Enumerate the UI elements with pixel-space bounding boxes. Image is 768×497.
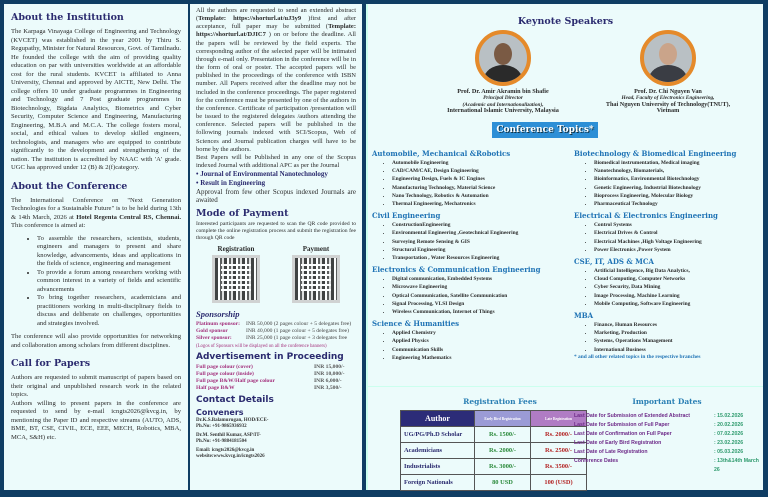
date-value: : 23.02.2026 [714, 440, 744, 446]
topic-group-heading: Civil Engineering [372, 211, 441, 221]
topic-item: • Environmental Engineering ,Geotechnical Engineering [392, 229, 568, 237]
topic-item: • Digital communication, Embedded Systems [392, 275, 568, 283]
sponsor-row: Platinum sponsor: INR 50,000 (2 pages colour + 5 delegates free) [196, 321, 352, 328]
qr-code-icon [212, 255, 260, 303]
topic-item: • Optical Communication, Satellite Communication [392, 292, 568, 300]
journal-item: • Result in Engineering [196, 179, 266, 188]
date-label: Last Date for Submission of Extended Abstract [574, 413, 690, 419]
sponsor-row: Gold sponsor INR 40,000 (1 page colour + 5 delegates free) [196, 328, 350, 335]
topic-item: • Surveying Remote Sensing & GIS [392, 238, 568, 246]
conference-title: About the Conference [11, 180, 128, 192]
date-row [574, 448, 764, 457]
right-panel [366, 4, 763, 490]
conveners-title: Conveners [196, 408, 244, 418]
topic-item: • Bioprocess Engineering, Molecular Biology [594, 192, 768, 200]
institution-title: About the Institution [11, 12, 124, 23]
topic-item: • Thermal Engineering, Mechatronics [392, 200, 568, 208]
fee-cell: Rs. 1500/- [475, 427, 531, 443]
approval-text: Approval from few other Scopus indexed Journals are awaited [196, 188, 356, 205]
topic-group-heading: Biotechnology & Biomedical Engineering [574, 149, 737, 158]
payment-title: Mode of Payment [196, 208, 289, 220]
call-p2: Authors willing to present papers in the conference are requested to send by e-mail icngts2026@kvcg.in, by mentioning the Paper ID and respective streams (AUTO, ADS, BME, BT, CSE, CIVIL, ECE, EEE, MECH, Robotics, MBA, MCA, S&H) etc. [11, 399, 181, 441]
call-p1: Authors are requested to submit manuscript of papers based on their original and unpublished research work in the related topics. [11, 374, 181, 398]
topic-item: • Electrical Machines ,High Voltage Engineering [594, 238, 768, 246]
topic-item: • Bioinformatics, Environmental Biotechnology [594, 175, 768, 183]
speaker-card: Prof. Dr. Amir Akramin bin Shafie Principal Director (Academic and Internationalization), International Islamic University, Malaysia [413, 30, 593, 114]
important-dates [574, 412, 764, 475]
fee-cell: 100 (USD) [531, 475, 587, 491]
aim-item: • To bring together researchers, academicians and practitioners working in multi-disciplinary fields to discuss and deliberate on challenges, opportunities and strategies involved. [37, 294, 181, 328]
ad-row: Full page B&W/Half page colour INR 6,000/- [196, 378, 342, 385]
topic-group-heading: Automobile, Mechanical &Robotics [372, 149, 511, 158]
topic-list [372, 275, 568, 316]
topic-item: • Wireless Communication, Internet of Things [392, 308, 568, 316]
convener-2: Dr.M. Senthil Kumar, ASP/IT- Ph.No: +91-9884181504 [196, 433, 261, 445]
date-label: Last Date of Confirmation on Full Paper [574, 431, 672, 437]
fees-table: Author Early Bird Registration Late Registration UG/PG/Ph.D Scholar Rs. 1500/- Rs. 2000/- Academicians Rs. 2000/- Rs. 2500/- Industrialists Rs. 3000/- Rs. 3500/- Foreign Nationals 80 USD 100 (USD) [400, 410, 587, 491]
topic-item: • Mobile Computing, Software Engineering [594, 300, 768, 308]
date-label: Conference Dates [574, 458, 619, 464]
topic-item: • Electrical Drives & Control [594, 229, 768, 237]
topic-item: • Engineering Mathematics [392, 354, 568, 362]
date-value: : 05.03.2026 [714, 449, 744, 455]
topic-group-heading: Electrical & Electronics Engineering [574, 211, 718, 221]
advertisement-title: Advertisement in Proceeding [196, 352, 344, 363]
sponsorship-title: Sponsorship [196, 309, 240, 320]
topic-group-heading: MBA [574, 311, 594, 321]
topic-item: • Nanotechnology, Biomaterials, [594, 167, 768, 175]
topic-group-heading: CSE, IT, ADS & MCA [574, 257, 654, 267]
fee-cell: Academicians [401, 443, 475, 459]
sponsor-note: (Logos of Sponsors will be displayed on all the conference banners) [196, 344, 327, 350]
aim-item: • To provide a forum among researchers working with common interest in a variety of fields and scientific advancements [37, 269, 181, 295]
topic-item: • Systems, Operations Management [594, 337, 768, 345]
topic-item: • Transportation , Water Resources Engineering [392, 254, 568, 262]
topic-item: • Genetic Engineering, Industrial Biotechnology [594, 184, 768, 192]
convener-1: Dr.K.S.Balamurugan, HOD/ECE- Ph.No: +91-9865936932 [196, 418, 269, 430]
topic-item: • Cloud Computing, Computer Networks [594, 275, 768, 283]
middle-panel [190, 4, 362, 490]
fee-row [401, 475, 587, 491]
topic-item: • Manufacturing Technology, Material Science [392, 184, 568, 192]
date-label: Last Date for Submission of Full Paper [574, 422, 670, 428]
paper-template-link[interactable]: Template: https://shorturl.at/DJIC7 [196, 23, 356, 39]
topic-item: • Power Electronics ,Power System [594, 246, 768, 254]
fee-cell: Industrialists [401, 459, 475, 475]
qr-code-icon [292, 255, 340, 303]
date-value: : 07.02.2026 [714, 431, 744, 437]
ad-row: Full page colour (inside) INR 10,000/- [196, 371, 345, 378]
topic-item: • Artificial Intelligence, Big Data Analytics, [594, 267, 768, 275]
topic-list [574, 159, 768, 208]
topic-item: • Applied Chemistry [392, 329, 568, 337]
topic-item: • Microwave Engineering [392, 283, 568, 291]
topic-list [372, 159, 568, 208]
date-row [574, 421, 764, 430]
fee-cell: Rs. 2000/- [531, 427, 587, 443]
institution-body: The Karpaga Vinayaga College of Engineering and Technology (KVCET) was established in the year 2001 by Thiru S. Regupathy, Minister for Natural Resources, Govt. of Tamilnadu. He founded the college with the aim of providing quality education on par with universities worldwide at an affordable cost for the rural students. KVCET is affiliated to Anna University, Chennai and approved by AICTE, New Delhi. The college offers 10 under graduate programmes in Engineering and Technology and 7 Post graduate programmes in Biotechnology, Bigdata Analytics, Biometrics and Cyber Security, Computer Science and Engineering, Manufacturing Engineering, M.B.A and M.C.A. The college fosters moral, social, and ethical values to develop skilled engineers, technologists, and managers who are equipped to contribute significantly to the development and strengthening of the nation. The institution is accredited by NAAC with 'A' grade. UGC has approved under 12 (B) & 2(f)category. [11, 28, 181, 171]
left-panel [4, 4, 188, 490]
contact-links [196, 448, 356, 460]
topic-group-heading: Science & Humanities [372, 319, 460, 329]
topic-item: • Applied Physics [392, 337, 568, 345]
fee-cell: Foreign Nationals [401, 475, 475, 491]
conference-closing: The conference will also provide opportunities for networking and collaboration among scholars from different disciplines. [11, 333, 181, 349]
topic-item: • Automobile Engineering [392, 159, 568, 167]
topics-right-column [574, 146, 768, 360]
date-label: Last Date of Late Registration [574, 449, 648, 455]
conference-aims [11, 235, 181, 329]
topic-item: • Engineering Design, Fuels & IC Engines [392, 175, 568, 183]
email-link[interactable]: Email: icngts2026@kvcg.in [196, 448, 255, 454]
keynote-title: Keynote Speakers [517, 16, 614, 27]
fee-cell: Rs. 3500/- [531, 459, 587, 475]
date-value: : 20.02.2026 [714, 422, 744, 428]
section-divider [368, 386, 763, 387]
topic-list [574, 221, 768, 254]
topics-left-column [372, 146, 568, 362]
fee-cell: Rs. 2000/- [475, 443, 531, 459]
speaker-photo [475, 30, 531, 86]
ad-row: Half page B&W INR 3,500/- [196, 385, 342, 392]
date-row [574, 457, 764, 475]
registration-qr[interactable]: Registration [212, 245, 260, 305]
topic-item: • Control Systems [594, 221, 768, 229]
fee-cell: Rs. 2500/- [531, 443, 587, 459]
date-label: Last Date of Early Bird Registration [574, 440, 662, 446]
topic-list [372, 329, 568, 362]
topic-item: • Finance, Human Resources [594, 321, 768, 329]
topic-item: • Image Processing, Machine Learning [594, 292, 768, 300]
date-value: : 15.02.2026 [714, 413, 744, 419]
topic-item: • CAD/CAM/CAE, Design Engineering [392, 167, 568, 175]
fee-row [401, 427, 587, 443]
topic-item: • Signal Processing, VLSI Design [392, 300, 568, 308]
conference-intro: The International Conference on "Next Generation Technologies for a Sustainable Future" is to be held during 13th & 14th March, 2026 at Hotel Regenta Central RS, Chennai. This conference is aimed at: [11, 196, 182, 229]
date-row [574, 430, 764, 439]
topic-item: • Marketing, Production [594, 329, 768, 337]
topic-item: • Nano Technology, Robotics & Automation [392, 192, 568, 200]
sponsor-row: Silver sponsor: INR 25,000 (1 page colour + 3 delegates free [196, 335, 348, 342]
topic-item: • Structural Engineering [392, 246, 568, 254]
fee-row [401, 459, 587, 475]
fee-cell: 80 USD [475, 475, 531, 491]
contact-title: Contact Details [196, 395, 274, 406]
fee-row [401, 443, 587, 459]
abstract-template-link[interactable]: Template: https://shorturl.at/uJ3y9 [198, 15, 302, 23]
payment-body: Interested participants are requested to scan the QR code provided to complete the online registration process and submit the registration fee through QR code [196, 221, 356, 242]
topic-item: • Communication Skills [392, 346, 568, 354]
call-title: Call for Papers [11, 358, 91, 369]
payment-qr[interactable]: Payment [292, 245, 340, 305]
speaker-card: Prof. Dr. Chi Nguyen Van Head, Faculty of Electronics Engineering, Thai Nguyen University of Technology(TNUT), Vietnam [578, 30, 758, 114]
topic-list [574, 321, 768, 354]
journal-item: • Journal of Environmental Nanotechnology [196, 170, 328, 179]
topic-list [574, 267, 768, 308]
topic-item: • Pharmaceutical Technology [594, 200, 768, 208]
aim-item: • To assemble the researchers, scientists, students, engineers and managers to present and share knowledge, advancements, ideas and applications in the fields of science, engineering and management [37, 235, 181, 269]
date-value: : 13th&14th March 26 [714, 458, 759, 473]
best-papers-text: Best Papers will be Published in any one of the Scopus indexed Journal with additional APC as per the Journal [196, 153, 356, 169]
fee-cell: UG/PG/Ph.D Scholar [401, 427, 475, 443]
topic-list [372, 221, 568, 262]
date-row [574, 412, 764, 421]
topic-item: • Biomedical instrumentation, Medical imaging [594, 159, 768, 167]
speaker-photo [640, 30, 696, 86]
topics-badge: Conference Topics* [492, 122, 598, 138]
topic-item: • International Business [594, 346, 768, 354]
topic-item: • ConstructionEngineering [392, 221, 568, 229]
dates-title: Important Dates [632, 397, 702, 406]
fee-cell: Rs. 3000/- [475, 459, 531, 475]
website-link[interactable]: website:www.kvcg.in/icngts2026 [196, 454, 265, 460]
topic-item: • Cyber Security, Data Mining [594, 283, 768, 291]
date-row [574, 439, 764, 448]
submission-text: All the authors are requested to send an extended abstract (Template: https://shorturl.at/uJ3y9 )first and after acceptance, full paper may be submitted (Template: https://shorturl.at/DJIC7 ) on or before the deadline. All the papers will be reviewed by the field experts. The corresponding author of the selected paper will be intimated through e-mail only. Presentation in the conference will be in the form of oral or poster. The accepted papers will be published in the proceedings of the conference with ISBN number. All Papers received after the deadline may not be included in the conference proceedings. The paper registered for the conference must be presented by one of the authors in the conference. Certificate of participation /presentation will be issued to the registered delegates /authors attending the conference. Selected papers will be published in the following journals indexed with SCI/Scopus, Web of Sciences and Journal publication charges will have to be borne by the authors. [196, 7, 356, 153]
fees-title: Registration Fees [463, 397, 537, 406]
topics-footnote: * and all other related topics in the respective branches [574, 353, 701, 360]
topic-group-heading: Electronics & Communication Engineering [372, 265, 541, 275]
ad-row: Full page colour (cover) INR 15,000/- [196, 364, 345, 371]
